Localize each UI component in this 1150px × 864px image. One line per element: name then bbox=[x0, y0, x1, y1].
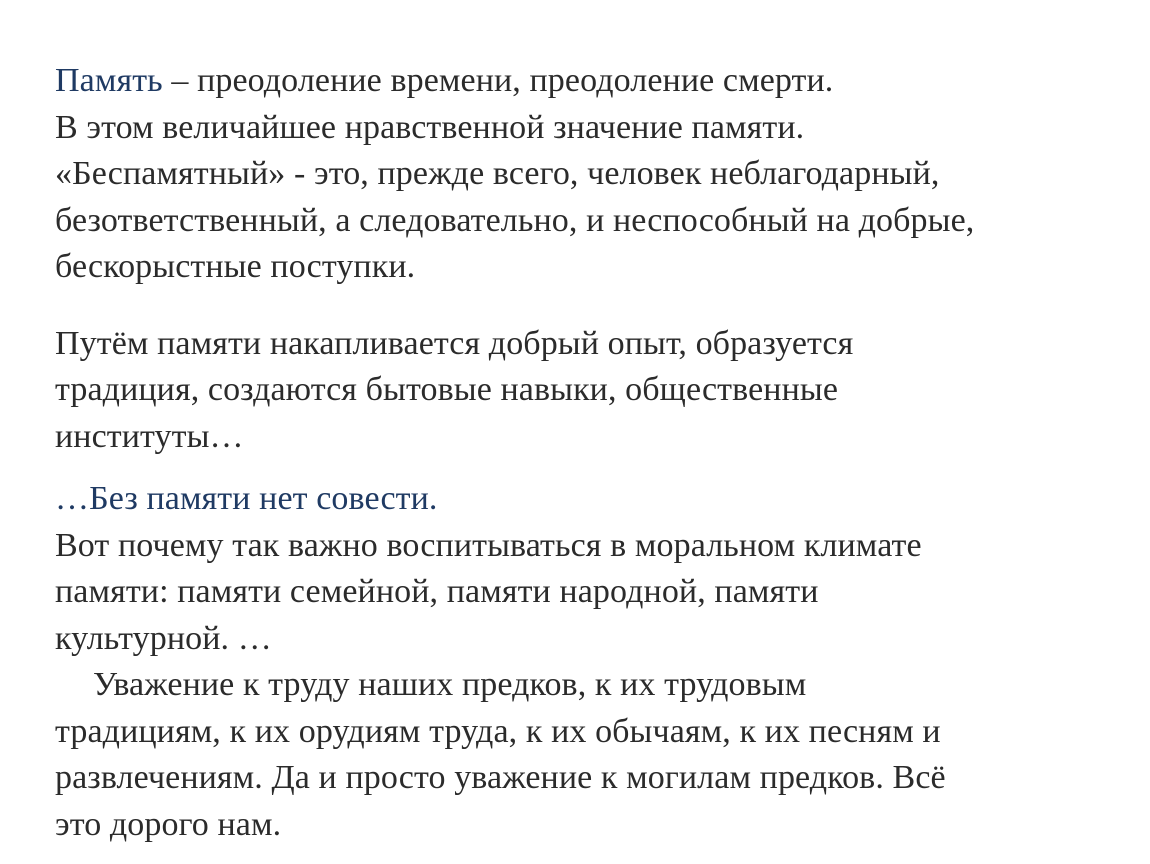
text-line: Путём памяти накапливается добрый опыт, образуется bbox=[55, 324, 854, 362]
paragraph-spacer bbox=[55, 291, 1115, 321]
text-line: это дорого нам. bbox=[55, 805, 282, 843]
text-line: бескорыстные поступки. bbox=[55, 248, 416, 285]
paragraph-spacer bbox=[55, 460, 1115, 476]
text-line: традициям, к их орудиям труда, к их обычаям, к их песням и bbox=[55, 712, 941, 750]
text-line: развлечениям. Да и просто уважение к могилам предков. Всё bbox=[55, 759, 946, 796]
paragraph-respect bbox=[55, 662, 1115, 848]
text-line: Вот почему так важно воспитываться в моральном климате bbox=[55, 526, 922, 564]
paragraph-memory-definition bbox=[55, 58, 1115, 291]
paragraph-experience bbox=[55, 321, 1115, 461]
highlight-word-memory: Память bbox=[55, 62, 163, 99]
text-line: культурной. … bbox=[55, 619, 272, 657]
text-line: традиция, создаются бытовые навыки, общественные bbox=[55, 371, 839, 408]
text-line: В этом величайшее нравственной значение памяти. bbox=[55, 108, 805, 146]
highlight-line-conscience: …Без памяти нет совести. bbox=[55, 480, 438, 517]
text-line bbox=[55, 58, 1115, 105]
text-slide bbox=[55, 58, 1115, 848]
line-text: – преодоление времени, преодоление смерти. bbox=[162, 62, 834, 99]
text-line: безответственный, а следовательно, и неспособный на добрые, bbox=[55, 201, 975, 239]
paragraph-conscience bbox=[55, 476, 1115, 662]
text-line: «Беспамятный» - это, прежде всего, человек неблагодарный, bbox=[55, 155, 940, 192]
text-line: памяти: памяти семейной, памяти народной, памяти bbox=[55, 573, 819, 610]
text-line: Уважение к труду наших предков, к их трудовым bbox=[93, 666, 807, 703]
text-line: институты… bbox=[55, 417, 244, 455]
